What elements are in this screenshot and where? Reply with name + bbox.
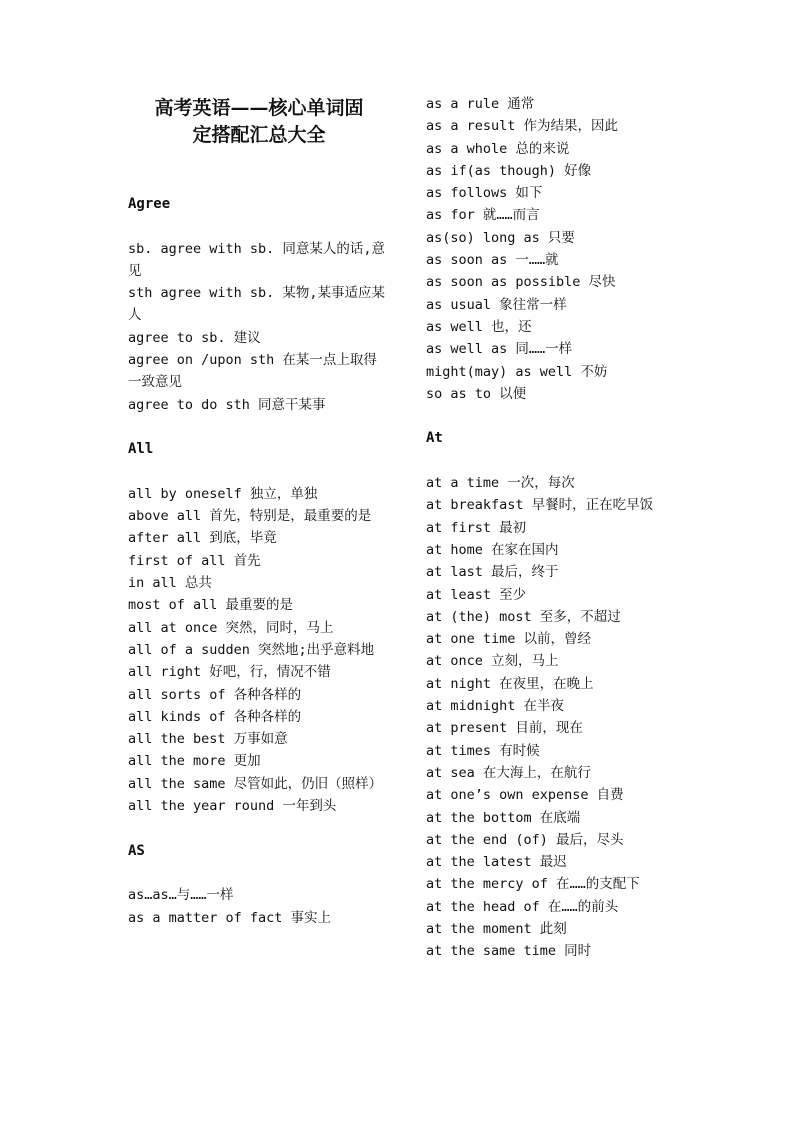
right-entry-list xyxy=(426,93,682,963)
phrase-entry: at once 立刻，马上 xyxy=(426,653,559,670)
section-gap xyxy=(426,405,682,427)
phrase-entry: all the same 尽管如此，仍旧（照样） xyxy=(128,775,383,792)
phrase-entry: at midnight 在半夜 xyxy=(426,698,565,715)
phrase-entry: sth agree with sb. 某物,某事适应某人 xyxy=(128,285,386,324)
phrase-entry: all the year round 一年到头 xyxy=(128,798,337,815)
phrase-entry: as if(as though) 好像 xyxy=(426,162,592,179)
phrase-entry: above all 首先，特别是，最重要的是 xyxy=(128,508,372,525)
phrase-entry: at night 在夜里，在晚上 xyxy=(426,675,594,692)
phrase-entry: as usual 象往常一样 xyxy=(426,296,567,313)
left-column xyxy=(128,0,390,929)
phrase-entry: most of all 最重要的是 xyxy=(128,597,294,614)
title-line-1: 高考英语——核心单词固 xyxy=(154,97,364,119)
phrase-entry: agree to do sth 同意干某事 xyxy=(128,396,326,413)
phrase-entry: at home 在家在国内 xyxy=(426,541,559,558)
phrase-entry: at one’s own expense 自费 xyxy=(426,787,624,804)
phrase-entry: all the more 更加 xyxy=(128,753,261,770)
phrase-entry: at times 有时候 xyxy=(426,742,540,759)
phrase-entry: so as to 以便 xyxy=(426,385,527,402)
phrase-entry: at the head of 在……的前头 xyxy=(426,898,619,915)
phrase-entry: at the mercy of 在……的支配下 xyxy=(426,876,640,893)
phrase-entry: at one time 以前，曾经 xyxy=(426,631,592,648)
phrase-entry: at (the) most 至多，不超过 xyxy=(426,608,621,625)
phrase-entry: might(may) as well 不妨 xyxy=(426,363,608,380)
phrase-entry: at last 最后，终于 xyxy=(426,564,559,581)
phrase-entry: as soon as 一……就 xyxy=(426,252,559,269)
phrase-entry: as well 也，还 xyxy=(426,318,532,335)
phrase-entry: all right 好吧，行，情况不错 xyxy=(128,664,331,681)
right-column xyxy=(426,0,682,963)
phrase-entry: all of a sudden 突然地;出乎意料地 xyxy=(128,641,375,658)
phrase-entry: as a result 作为结果，因此 xyxy=(426,118,619,135)
phrase-entry: at the end (of) 最后，尽头 xyxy=(426,831,624,848)
phrase-entry: at the moment 此刻 xyxy=(426,920,567,937)
phrase-entry: all the best 万事如意 xyxy=(128,731,288,748)
phrase-entry: as follows 如下 xyxy=(426,185,543,202)
phrase-entry: as well as 同……一样 xyxy=(426,341,573,358)
section-gap xyxy=(128,817,390,839)
section-gap xyxy=(128,416,390,438)
phrase-entry: in all 总共 xyxy=(128,575,212,592)
phrase-entry: at the same time 同时 xyxy=(426,943,592,960)
phrase-entry: at least 至少 xyxy=(426,586,527,603)
phrase-entry: at the bottom 在底端 xyxy=(426,809,581,826)
phrase-entry: agree on /upon sth 在某一点上取得一致意见 xyxy=(128,352,377,391)
phrase-entry: after all 到底，毕竟 xyxy=(128,530,277,547)
phrase-entry: all by oneself 独立，单独 xyxy=(128,485,318,502)
section-heading: AS xyxy=(128,842,145,859)
phrase-entry: all kinds of 各种各样的 xyxy=(128,708,302,725)
title-spacer xyxy=(128,149,390,193)
section-heading: At xyxy=(426,430,443,447)
phrase-entry: first of all 首先 xyxy=(128,552,261,569)
phrase-entry: as…as…与……一样 xyxy=(128,887,234,904)
phrase-entry: at breakfast 早餐时，正在吃早饭 xyxy=(426,497,654,514)
phrase-entry: all sorts of 各种各样的 xyxy=(128,686,302,703)
section-heading: Agree xyxy=(128,196,171,212)
section-gap xyxy=(128,215,390,237)
section-heading: All xyxy=(128,441,154,458)
phrase-entry: at sea 在大海上，在航行 xyxy=(426,764,591,781)
right-top-spacer xyxy=(426,0,682,93)
phrase-entry: as a rule 通常 xyxy=(426,96,535,112)
phrase-entry: as(so) long as 只要 xyxy=(426,229,575,246)
phrase-entry: sb. agree with sb. 同意某人的话,意见 xyxy=(128,240,386,279)
phrase-entry: as a whole 总的来说 xyxy=(426,140,570,157)
phrase-entry: at a time 一次，每次 xyxy=(426,475,575,492)
phrase-entry: as for 就……而言 xyxy=(426,207,540,224)
phrase-entry: at first 最初 xyxy=(426,519,527,536)
phrase-entry: agree to sb. 建议 xyxy=(128,329,261,346)
section-gap xyxy=(426,450,682,472)
section-gap xyxy=(128,862,390,884)
left-entry-list xyxy=(128,193,390,929)
section-gap xyxy=(128,461,390,483)
title-line-2: 定搭配汇总大全 xyxy=(192,124,326,146)
phrase-entry: as a matter of fact 事实上 xyxy=(128,909,332,926)
phrase-entry: as soon as possible 尽快 xyxy=(426,274,616,291)
phrase-entry: at present 目前，现在 xyxy=(426,720,583,737)
document-title xyxy=(128,95,390,149)
phrase-entry: at the latest 最迟 xyxy=(426,854,567,871)
phrase-entry: all at once 突然，同时，马上 xyxy=(128,619,334,636)
